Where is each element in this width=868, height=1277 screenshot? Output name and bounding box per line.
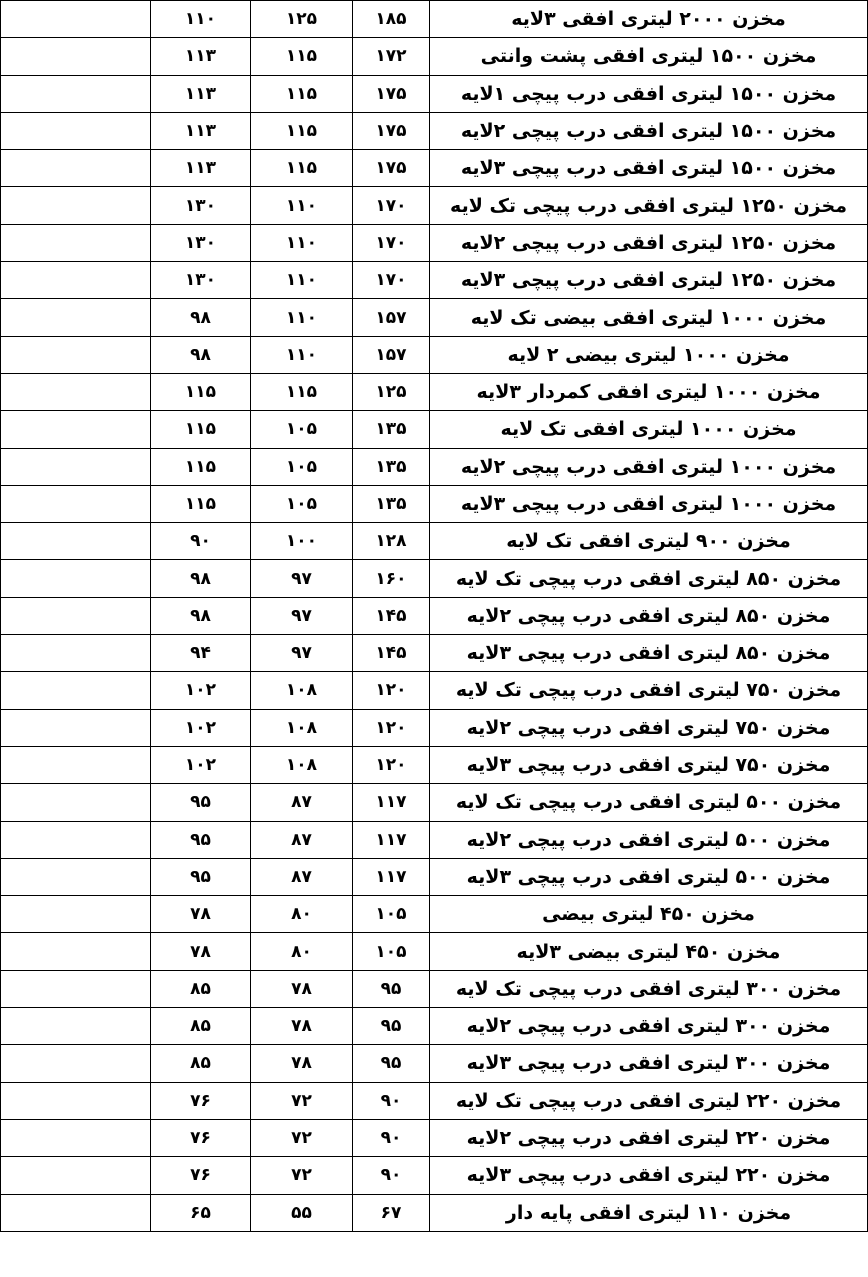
table-row [1,672,868,709]
dimension-cell-2[interactable]: ۹۷ [251,597,353,634]
dimension-cell-3[interactable]: ۹۸ [151,336,251,373]
tank-name-cell[interactable]: مخزن ۷۵۰ لیتری افقی درب پیچی ۳لایه [430,746,868,783]
dimension-cell-2[interactable]: ۱۱۰ [251,187,353,224]
empty-cell[interactable] [1,150,151,187]
table-row [1,635,868,672]
dimension-cell-2[interactable]: ۷۲ [251,1119,353,1156]
dimension-cell-1[interactable]: ۶۷ [353,1194,430,1231]
dimension-cell-1[interactable]: ۱۷۵ [353,75,430,112]
dimension-cell-2[interactable]: ۱۱۵ [251,150,353,187]
dimension-cell-1[interactable]: ۱۳۵ [353,411,430,448]
tank-name-cell[interactable]: مخزن ۳۰۰ لیتری افقی درب پیچی تک لایه [430,970,868,1007]
dimension-cell-2[interactable]: ۱۱۵ [251,373,353,410]
table-row [1,1082,868,1119]
dimension-cell-3[interactable]: ۱۱۳ [151,150,251,187]
tank-name-cell[interactable]: مخزن ۱۲۵۰ لیتری افقی درب پیچی ۲لایه [430,224,868,261]
dimension-cell-2[interactable]: ۷۲ [251,1157,353,1194]
dimension-cell-1[interactable]: ۱۰۵ [353,933,430,970]
dimension-cell-3[interactable]: ۷۸ [151,933,251,970]
empty-cell[interactable] [1,1194,151,1231]
dimension-cell-3[interactable]: ۱۱۳ [151,38,251,75]
tank-name-cell[interactable]: مخزن ۲۲۰ لیتری افقی درب پیچی ۲لایه [430,1119,868,1156]
dimension-cell-3[interactable]: ۱۱۵ [151,448,251,485]
tank-name-cell[interactable]: مخزن ۱۱۰ لیتری افقی پایه دار [430,1194,868,1231]
tank-name-cell[interactable]: مخزن ۱۵۰۰ لیتری افقی درب پیچی ۱لایه [430,75,868,112]
empty-cell[interactable] [1,523,151,560]
dimension-cell-2[interactable]: ۱۰۸ [251,746,353,783]
tank-name-cell[interactable]: مخزن ۱۲۵۰ لیتری افقی درب پیچی ۳لایه [430,262,868,299]
dimension-cell-3[interactable]: ۱۱۵ [151,485,251,522]
dimension-cell-3[interactable]: ۱۱۳ [151,112,251,149]
dimension-cell-1[interactable]: ۱۱۷ [353,821,430,858]
dimension-cell-2[interactable]: ۱۰۰ [251,523,353,560]
dimension-cell-1[interactable]: ۹۰ [353,1157,430,1194]
table-row [1,112,868,149]
dimension-cell-1[interactable]: ۱۳۵ [353,485,430,522]
dimension-cell-1[interactable]: ۱۴۵ [353,635,430,672]
tank-name-cell[interactable]: مخزن ۳۰۰ لیتری افقی درب پیچی ۲لایه [430,1008,868,1045]
table-row [1,411,868,448]
dimension-cell-2[interactable]: ۸۰ [251,933,353,970]
dimension-cell-1[interactable]: ۱۱۷ [353,858,430,895]
dimension-cell-1[interactable]: ۱۵۷ [353,299,430,336]
dimension-cell-1[interactable]: ۱۸۵ [353,1,430,38]
dimension-cell-3[interactable]: ۹۵ [151,784,251,821]
dimension-cell-2[interactable]: ۸۰ [251,896,353,933]
empty-cell[interactable] [1,1157,151,1194]
table-row [1,523,868,560]
dimension-cell-3[interactable]: ۸۵ [151,1008,251,1045]
table-row [1,150,868,187]
dimension-cell-1[interactable]: ۱۴۵ [353,597,430,634]
empty-cell[interactable] [1,709,151,746]
table-row [1,336,868,373]
tank-name-cell[interactable]: مخزن ۴۵۰ لیتری بیضی [430,896,868,933]
dimension-cell-3[interactable]: ۱۱۰ [151,1,251,38]
dimension-cell-3[interactable]: ۷۶ [151,1119,251,1156]
tank-name-cell[interactable]: مخزن ۷۵۰ لیتری افقی درب پیچی تک لایه [430,672,868,709]
table-row [1,373,868,410]
dimension-cell-3[interactable]: ۹۰ [151,523,251,560]
tank-name-cell[interactable]: مخزن ۱۰۰۰ لیتری افقی بیضی تک لایه [430,299,868,336]
dimension-cell-3[interactable]: ۷۶ [151,1082,251,1119]
dimension-cell-3[interactable]: ۹۵ [151,858,251,895]
empty-cell[interactable] [1,373,151,410]
dimension-cell-2[interactable]: ۱۱۰ [251,299,353,336]
empty-cell[interactable] [1,262,151,299]
dimension-cell-1[interactable]: ۱۲۰ [353,709,430,746]
dimension-cell-3[interactable]: ۱۱۵ [151,411,251,448]
dimension-cell-1[interactable]: ۹۵ [353,1008,430,1045]
table-row [1,1045,868,1082]
dimension-cell-2[interactable]: ۱۰۵ [251,485,353,522]
dimension-cell-3[interactable]: ۱۰۲ [151,709,251,746]
tank-name-cell[interactable]: مخزن ۷۵۰ لیتری افقی درب پیچی ۲لایه [430,709,868,746]
dimension-cell-2[interactable]: ۱۰۸ [251,709,353,746]
table-row [1,187,868,224]
table-row [1,597,868,634]
dimension-cell-2[interactable]: ۷۸ [251,1008,353,1045]
table-row [1,1,868,38]
table-row [1,1119,868,1156]
empty-cell[interactable] [1,933,151,970]
dimension-cell-2[interactable]: ۷۸ [251,970,353,1007]
table-row [1,709,868,746]
dimension-cell-2[interactable]: ۱۰۵ [251,448,353,485]
dimension-cell-2[interactable]: ۱۱۵ [251,112,353,149]
dimension-cell-3[interactable]: ۹۸ [151,299,251,336]
dimension-cell-3[interactable]: ۱۰۲ [151,746,251,783]
dimension-cell-1[interactable]: ۹۰ [353,1082,430,1119]
dimension-cell-3[interactable]: ۹۴ [151,635,251,672]
empty-cell[interactable] [1,821,151,858]
dimension-cell-1[interactable]: ۱۲۰ [353,672,430,709]
dimension-cell-2[interactable]: ۸۷ [251,858,353,895]
tank-name-cell[interactable]: مخزن ۱۰۰۰ لیتری افقی کمردار ۳لایه [430,373,868,410]
dimension-cell-1[interactable]: ۱۲۸ [353,523,430,560]
dimension-cell-2[interactable]: ۱۰۵ [251,411,353,448]
dimension-cell-3[interactable]: ۱۰۲ [151,672,251,709]
empty-cell[interactable] [1,858,151,895]
empty-cell[interactable] [1,187,151,224]
empty-cell[interactable] [1,746,151,783]
dimension-cell-3[interactable]: ۱۳۰ [151,224,251,261]
dimension-cell-3[interactable]: ۹۵ [151,821,251,858]
tank-name-cell[interactable]: مخزن ۲۲۰ لیتری افقی درب پیچی تک لایه [430,1082,868,1119]
tank-name-cell[interactable]: مخزن ۸۵۰ لیتری افقی درب پیچی تک لایه [430,560,868,597]
table-body [1,1,868,1232]
tank-name-cell[interactable]: مخزن ۵۰۰ لیتری افقی درب پیچی تک لایه [430,784,868,821]
tank-name-cell[interactable]: مخزن ۵۰۰ لیتری افقی درب پیچی ۲لایه [430,821,868,858]
dimension-cell-1[interactable]: ۹۵ [353,1045,430,1082]
empty-cell[interactable] [1,75,151,112]
tank-name-cell[interactable]: مخزن ۹۰۰ لیتری افقی تک لایه [430,523,868,560]
empty-cell[interactable] [1,1,151,38]
dimension-cell-2[interactable]: ۷۸ [251,1045,353,1082]
dimension-cell-1[interactable]: ۱۲۰ [353,746,430,783]
dimension-cell-2[interactable]: ۵۵ [251,1194,353,1231]
tank-name-cell[interactable]: مخزن ۵۰۰ لیتری افقی درب پیچی ۳لایه [430,858,868,895]
dimension-cell-1[interactable]: ۱۳۵ [353,448,430,485]
table-row [1,784,868,821]
tank-name-cell[interactable]: مخزن ۱۵۰۰ لیتری افقی پشت وانتی [430,38,868,75]
empty-cell[interactable] [1,38,151,75]
dimension-cell-3[interactable]: ۱۱۵ [151,373,251,410]
tank-name-cell[interactable]: مخزن ۲۰۰۰ لیتری افقی ۳لایه [430,1,868,38]
table-row [1,224,868,261]
tank-name-cell[interactable]: مخزن ۱۰۰۰ لیتری بیضی ۲ لایه [430,336,868,373]
tank-name-cell[interactable]: مخزن ۸۵۰ لیتری افقی درب پیچی ۲لایه [430,597,868,634]
dimension-cell-1[interactable]: ۱۰۵ [353,896,430,933]
dimension-cell-2[interactable]: ۱۱۵ [251,75,353,112]
dimension-cell-1[interactable]: ۱۷۰ [353,187,430,224]
empty-cell[interactable] [1,485,151,522]
dimension-cell-2[interactable]: ۷۲ [251,1082,353,1119]
empty-cell[interactable] [1,672,151,709]
table-row [1,1157,868,1194]
empty-cell[interactable] [1,448,151,485]
tank-name-cell[interactable]: مخزن ۱۰۰۰ لیتری افقی درب پیچی ۲لایه [430,448,868,485]
dimension-cell-3[interactable]: ۹۸ [151,560,251,597]
dimension-cell-1[interactable]: ۱۷۲ [353,38,430,75]
empty-cell[interactable] [1,597,151,634]
table-row [1,858,868,895]
dimension-cell-2[interactable]: ۱۱۰ [251,262,353,299]
table-row [1,485,868,522]
tank-name-cell[interactable]: مخزن ۴۵۰ لیتری بیضی ۳لایه [430,933,868,970]
empty-cell[interactable] [1,1045,151,1082]
dimension-cell-1[interactable]: ۱۷۰ [353,262,430,299]
tank-name-cell[interactable]: مخزن ۲۲۰ لیتری افقی درب پیچی ۳لایه [430,1157,868,1194]
dimension-cell-1[interactable]: ۱۱۷ [353,784,430,821]
dimension-cell-1[interactable]: ۹۵ [353,970,430,1007]
dimension-cell-3[interactable]: ۱۳۰ [151,187,251,224]
dimension-cell-2[interactable]: ۱۱۰ [251,336,353,373]
table-row [1,1194,868,1231]
table-row [1,38,868,75]
table-row [1,75,868,112]
tank-name-cell[interactable]: مخزن ۱۰۰۰ لیتری افقی درب پیچی ۳لایه [430,485,868,522]
tank-name-cell[interactable]: مخزن ۱۵۰۰ لیتری افقی درب پیچی ۲لایه [430,112,868,149]
table-row [1,1008,868,1045]
dimension-cell-2[interactable]: ۱۰۸ [251,672,353,709]
dimension-cell-1[interactable]: ۱۶۰ [353,560,430,597]
empty-cell[interactable] [1,784,151,821]
table-row [1,933,868,970]
table-row [1,746,868,783]
table-row [1,970,868,1007]
empty-cell[interactable] [1,1008,151,1045]
tank-name-cell[interactable]: مخزن ۱۵۰۰ لیتری افقی درب پیچی ۳لایه [430,150,868,187]
table-row [1,262,868,299]
dimension-cell-3[interactable]: ۱۱۳ [151,75,251,112]
empty-cell[interactable] [1,560,151,597]
table-row [1,299,868,336]
tank-name-cell[interactable]: مخزن ۱۰۰۰ لیتری افقی تک لایه [430,411,868,448]
empty-cell[interactable] [1,411,151,448]
dimension-cell-3[interactable]: ۹۸ [151,597,251,634]
empty-cell[interactable] [1,635,151,672]
table-row [1,896,868,933]
empty-cell[interactable] [1,896,151,933]
dimension-cell-3[interactable]: ۷۶ [151,1157,251,1194]
tank-name-cell[interactable]: مخزن ۳۰۰ لیتری افقی درب پیچی ۳لایه [430,1045,868,1082]
dimension-cell-3[interactable]: ۸۵ [151,970,251,1007]
table-row [1,821,868,858]
empty-cell[interactable] [1,970,151,1007]
empty-cell[interactable] [1,1082,151,1119]
dimension-cell-2[interactable]: ۹۷ [251,560,353,597]
empty-cell[interactable] [1,1119,151,1156]
dimension-cell-3[interactable]: ۶۵ [151,1194,251,1231]
dimension-cell-3[interactable]: ۷۸ [151,896,251,933]
dimension-cell-2[interactable]: ۸۷ [251,821,353,858]
dimension-cell-1[interactable]: ۱۵۷ [353,336,430,373]
empty-cell[interactable] [1,112,151,149]
dimension-cell-2[interactable]: ۱۱۵ [251,38,353,75]
table-row [1,560,868,597]
dimension-cell-1[interactable]: ۱۷۵ [353,112,430,149]
tank-name-cell[interactable]: مخزن ۸۵۰ لیتری افقی درب پیچی ۳لایه [430,635,868,672]
dimension-cell-1[interactable]: ۱۲۵ [353,373,430,410]
dimension-cell-2[interactable]: ۸۷ [251,784,353,821]
dimension-cell-2[interactable]: ۱۲۵ [251,1,353,38]
dimension-cell-2[interactable]: ۹۷ [251,635,353,672]
dimension-cell-1[interactable]: ۱۷۰ [353,224,430,261]
dimension-cell-3[interactable]: ۸۵ [151,1045,251,1082]
empty-cell[interactable] [1,224,151,261]
dimension-cell-1[interactable]: ۹۰ [353,1119,430,1156]
empty-cell[interactable] [1,299,151,336]
dimension-cell-1[interactable]: ۱۷۵ [353,150,430,187]
dimension-cell-3[interactable]: ۱۳۰ [151,262,251,299]
table-row [1,448,868,485]
dimension-cell-2[interactable]: ۱۱۰ [251,224,353,261]
empty-cell[interactable] [1,336,151,373]
tank-name-cell[interactable]: مخزن ۱۲۵۰ لیتری افقی درب پیچی تک لایه [430,187,868,224]
